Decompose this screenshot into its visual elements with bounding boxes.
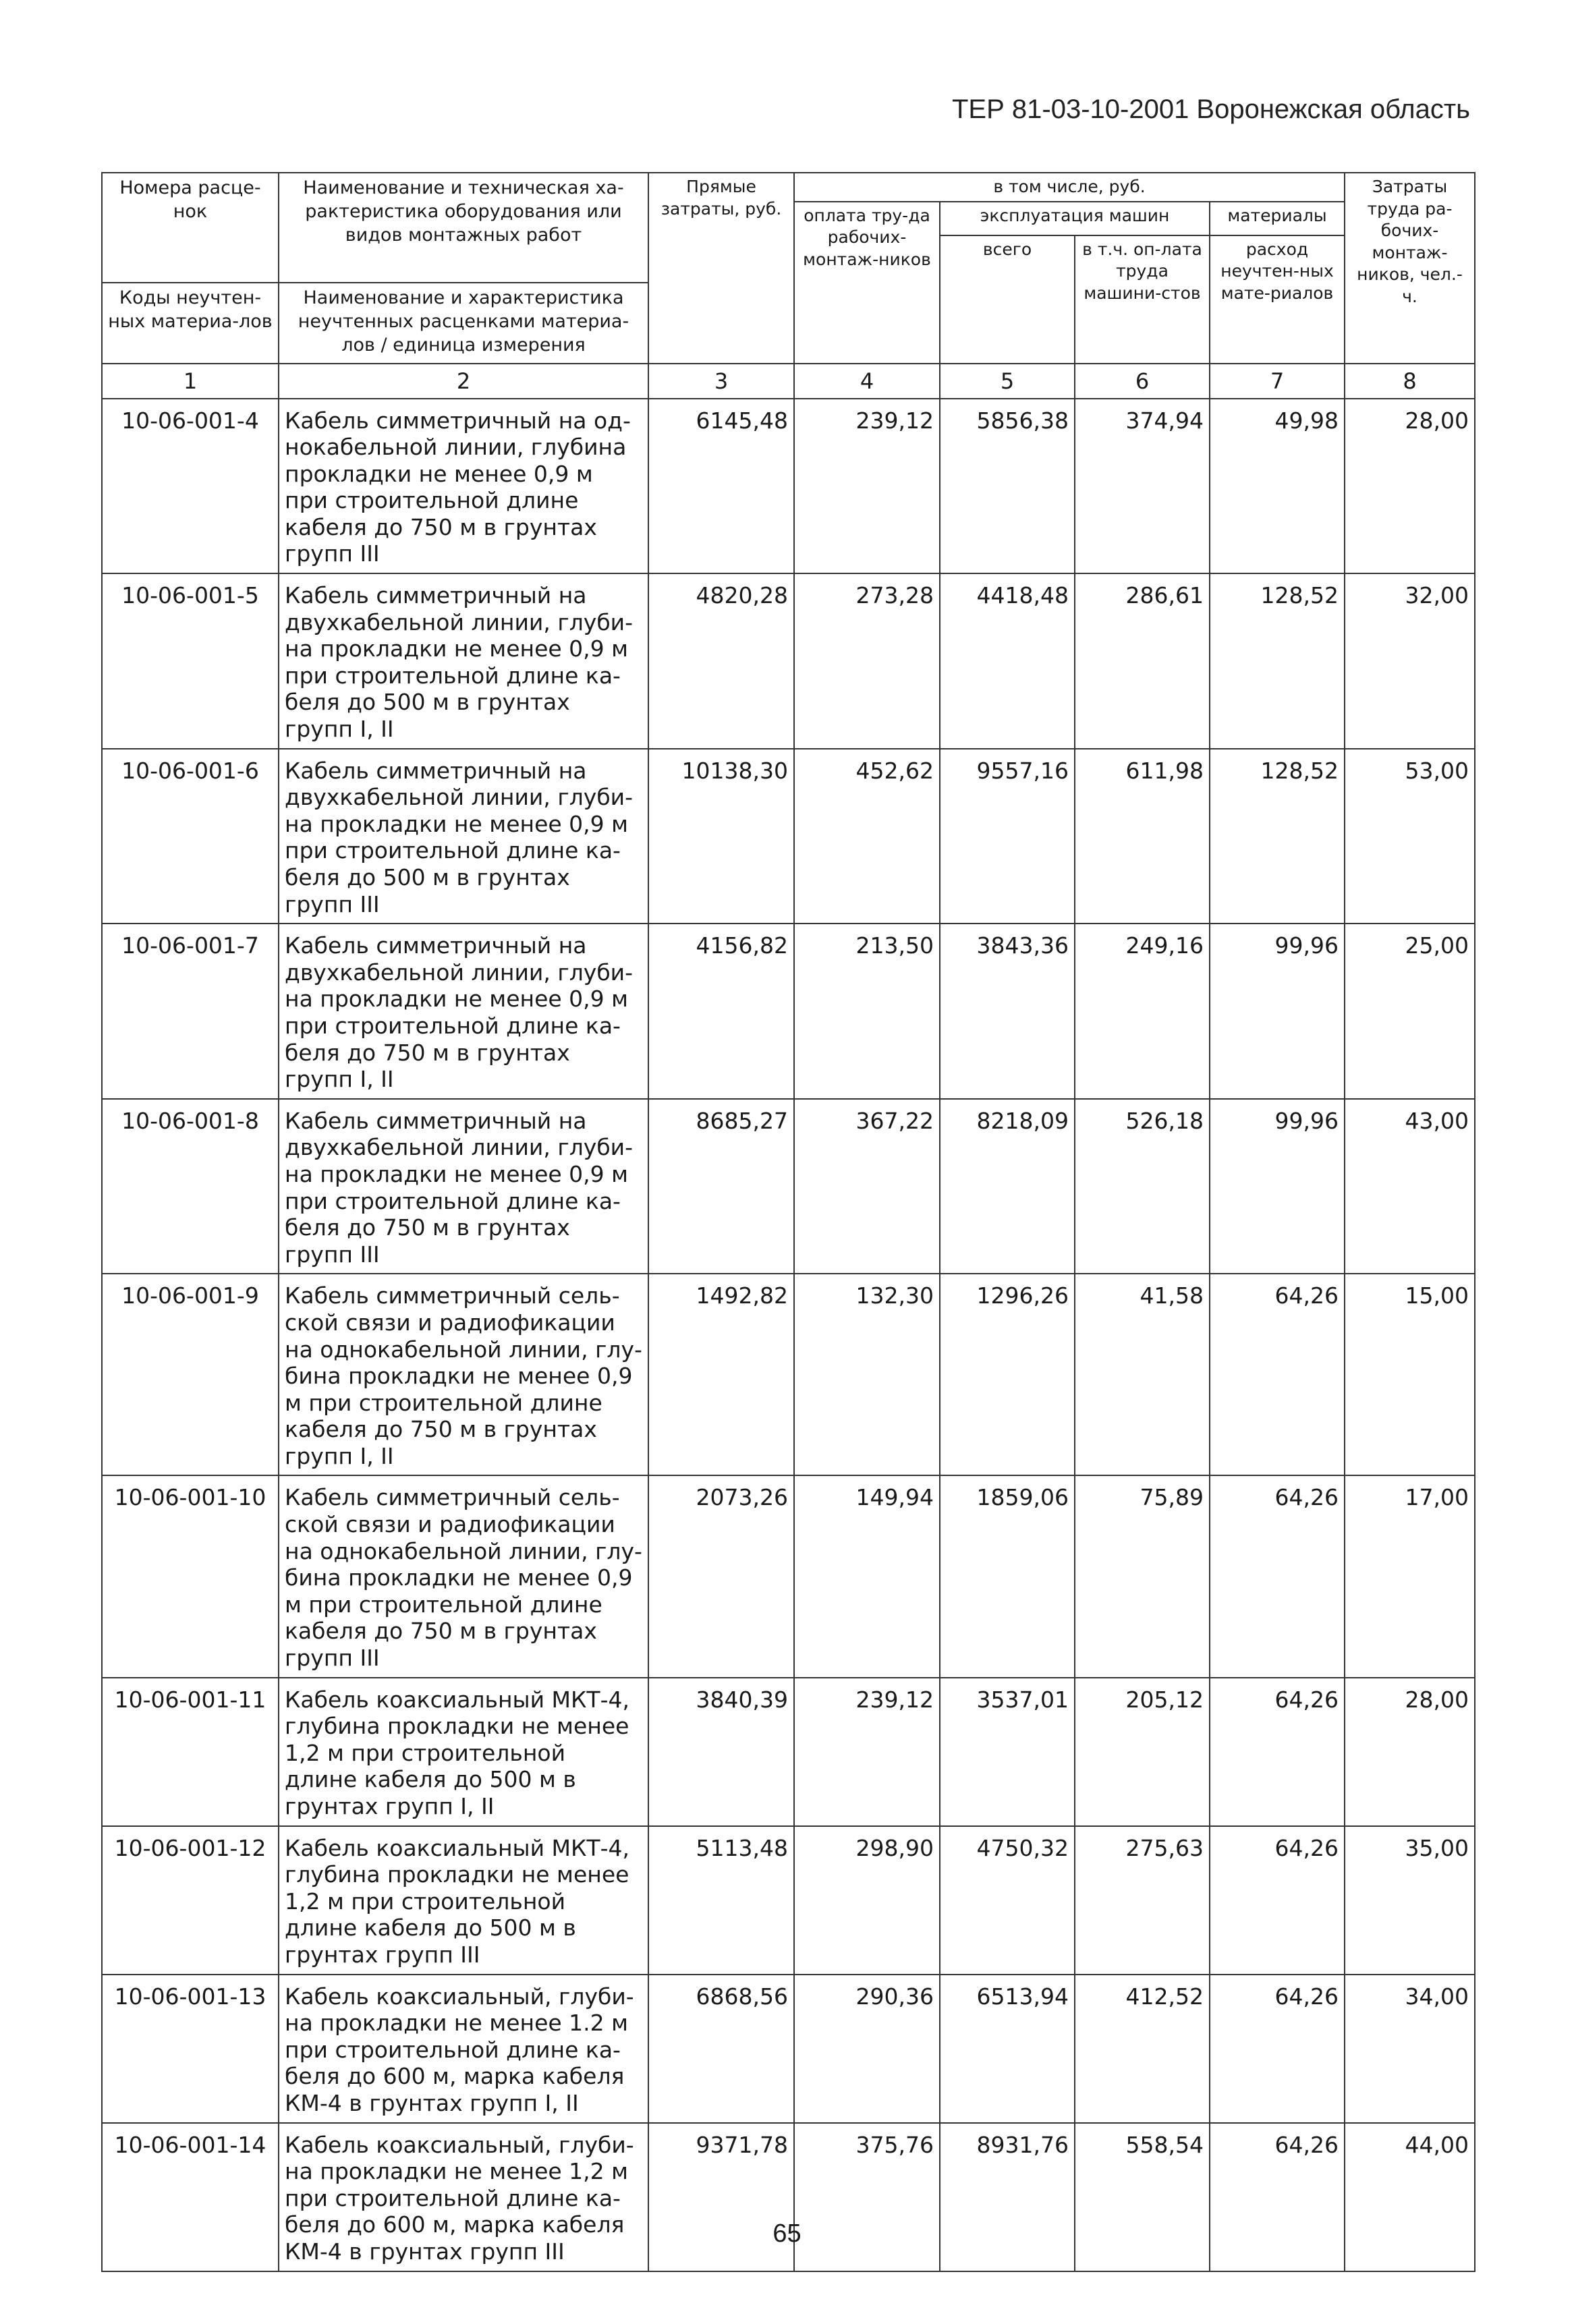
rate-description: Кабель симметричный на од-нокабельной линии, глубина прокладки не менее 0,9 м при строительной длине кабеля до 750 м в грунтах групп III: [279, 399, 648, 574]
labor-hours-cell: 34,00: [1345, 1975, 1475, 2123]
labor-hours-cell: 25,00: [1345, 924, 1475, 1099]
direct-costs-cell: 4820,28: [648, 573, 794, 749]
labor-hours-cell: 35,00: [1345, 1826, 1475, 1975]
rate-description: Кабель симметричный на двухкабельной линии, глуби-на прокладки не менее 0,9 м при строительной длине ка-беля до 500 м в грунтах групп I, II: [279, 573, 648, 749]
column-number: 6: [1075, 364, 1210, 399]
table-row: [102, 573, 1475, 749]
header-material-codes: Коды неучтен-ных материа-лов: [102, 283, 279, 364]
machinists-payment-cell: 412,52: [1075, 1975, 1210, 2123]
labor-payment-cell: 290,36: [794, 1975, 940, 2123]
header-labor-payment: оплата тру-да рабочих-монтаж-ников: [794, 202, 940, 364]
machines-total-cell: 8218,09: [940, 1099, 1075, 1274]
direct-costs-cell: 6868,56: [648, 1975, 794, 2123]
rate-description: Кабель симметричный на двухкабельной линии, глуби-на прокладки не менее 0,9 м при строительной длине ка-беля до 500 м в грунтах групп III: [279, 749, 648, 924]
materials-cell: 64,26: [1210, 1274, 1345, 1475]
table-row: [102, 1975, 1475, 2123]
page-header-title: ТЕР 81-03-10-2001 Воронежская область: [951, 94, 1470, 124]
materials-cell: 64,26: [1210, 2123, 1345, 2271]
machines-total-cell: 4750,32: [940, 1826, 1075, 1975]
rate-description: Кабель симметричный на двухкабельной линии, глуби-на прокладки не менее 0,9 м при строительной длине ка-беля до 750 м в грунтах групп III: [279, 1099, 648, 1274]
machines-total-cell: 8931,76: [940, 2123, 1075, 2271]
direct-costs-cell: 1492,82: [648, 1274, 794, 1475]
machines-total-cell: 1296,26: [940, 1274, 1075, 1475]
rates-table-container: [101, 172, 1474, 2272]
table-row: [102, 924, 1475, 1099]
materials-cell: 128,52: [1210, 573, 1345, 749]
machines-total-cell: 9557,16: [940, 749, 1075, 924]
table-row: [102, 1274, 1475, 1475]
column-number: 3: [648, 364, 794, 399]
header-labor-hours: Затраты труда ра-бочих-монтаж-ников, чел.-ч.: [1345, 173, 1475, 364]
labor-hours-cell: 53,00: [1345, 749, 1475, 924]
labor-payment-cell: 132,30: [794, 1274, 940, 1475]
materials-cell: 64,26: [1210, 1678, 1345, 1826]
table-body: [102, 399, 1475, 2271]
machinists-payment-cell: 75,89: [1075, 1475, 1210, 1677]
header-machinists-payment: в т.ч. оп-лата труда машини-стов: [1075, 235, 1210, 364]
rate-code: 10-06-001-8: [102, 1099, 279, 1274]
header-including-group: в том числе, руб.: [794, 173, 1345, 202]
rate-description: Кабель симметричный на двухкабельной линии, глуби-на прокладки не менее 0,9 м при строительной длине ка-беля до 750 м в грунтах групп I, II: [279, 924, 648, 1099]
header-materials-group: материалы: [1210, 202, 1345, 235]
labor-hours-cell: 43,00: [1345, 1099, 1475, 1274]
rate-description: Кабель симметричный сель-ской связи и радиофикации на однокабельной линии, глу-бина прокладки не менее 0,9 м при строительной длине кабеля до 750 м в грунтах групп I, II: [279, 1274, 648, 1475]
header-work-name: Наименование и техническая ха-рактеристика оборудования или видов монтажных работ: [279, 173, 648, 283]
column-number: 4: [794, 364, 940, 399]
direct-costs-cell: 2073,26: [648, 1475, 794, 1677]
machines-total-cell: 6513,94: [940, 1975, 1075, 2123]
machinists-payment-cell: 249,16: [1075, 924, 1210, 1099]
header-material-name: Наименование и характеристика неучтенных расценками материа-лов / единица измерения: [279, 283, 648, 364]
table-row: [102, 399, 1475, 574]
machines-total-cell: 3843,36: [940, 924, 1075, 1099]
rate-description: Кабель коаксиальный МКТ-4, глубина прокладки не менее 1,2 м при строительной длине кабеля до 500 м в грунтах групп I, II: [279, 1678, 648, 1826]
machinists-payment-cell: 205,12: [1075, 1678, 1210, 1826]
machinists-payment-cell: 611,98: [1075, 749, 1210, 924]
rate-code: 10-06-001-10: [102, 1475, 279, 1677]
rate-description: Кабель коаксиальный, глуби-на прокладки не менее 1.2 м при строительной длине ка-беля до 600 м, марка кабеля КМ-4 в грунтах групп I, II: [279, 1975, 648, 2123]
direct-costs-cell: 6145,48: [648, 399, 794, 574]
labor-payment-cell: 239,12: [794, 399, 940, 574]
column-number: 2: [279, 364, 648, 399]
materials-cell: 99,96: [1210, 1099, 1345, 1274]
machinists-payment-cell: 41,58: [1075, 1274, 1210, 1475]
rate-code: 10-06-001-7: [102, 924, 279, 1099]
header-rate-numbers: Номера расце-нок: [102, 173, 279, 283]
labor-hours-cell: 28,00: [1345, 1678, 1475, 1826]
machines-total-cell: 1859,06: [940, 1475, 1075, 1677]
header-unaccounted-materials: расход неучтен-ных мате-риалов: [1210, 235, 1345, 364]
table-row: [102, 1099, 1475, 1274]
labor-hours-cell: 44,00: [1345, 2123, 1475, 2271]
machines-total-cell: 5856,38: [940, 399, 1075, 574]
machinists-payment-cell: 275,63: [1075, 1826, 1210, 1975]
rate-code: 10-06-001-6: [102, 749, 279, 924]
labor-hours-cell: 15,00: [1345, 1274, 1475, 1475]
labor-payment-cell: 452,62: [794, 749, 940, 924]
table-row: [102, 749, 1475, 924]
column-number: 5: [940, 364, 1075, 399]
machines-total-cell: 3537,01: [940, 1678, 1075, 1826]
rate-code: 10-06-001-14: [102, 2123, 279, 2271]
table-row: [102, 1826, 1475, 1975]
rate-code: 10-06-001-9: [102, 1274, 279, 1475]
column-numbers-row: [102, 364, 1475, 399]
rate-code: 10-06-001-11: [102, 1678, 279, 1826]
header-machines-total: всего: [940, 235, 1075, 364]
labor-payment-cell: 375,76: [794, 2123, 940, 2271]
rate-code: 10-06-001-12: [102, 1826, 279, 1975]
column-number: 1: [102, 364, 279, 399]
labor-payment-cell: 149,94: [794, 1475, 940, 1677]
direct-costs-cell: 9371,78: [648, 2123, 794, 2271]
labor-payment-cell: 213,50: [794, 924, 940, 1099]
direct-costs-cell: 5113,48: [648, 1826, 794, 1975]
materials-cell: 64,26: [1210, 1475, 1345, 1677]
rate-code: 10-06-001-13: [102, 1975, 279, 2123]
machinists-payment-cell: 286,61: [1075, 573, 1210, 749]
column-number: 7: [1210, 364, 1345, 399]
rate-description: Кабель симметричный сель-ской связи и радиофикации на однокабельной линии, глу-бина прокладки не менее 0,9 м при строительной длине кабеля до 750 м в грунтах групп III: [279, 1475, 648, 1677]
header-direct-costs: Прямые затраты, руб.: [648, 173, 794, 364]
rates-table: [101, 172, 1475, 2272]
machinists-payment-cell: 558,54: [1075, 2123, 1210, 2271]
machines-total-cell: 4418,48: [940, 573, 1075, 749]
labor-payment-cell: 273,28: [794, 573, 940, 749]
direct-costs-cell: 8685,27: [648, 1099, 794, 1274]
rate-description: Кабель коаксиальный МКТ-4, глубина прокладки не менее 1,2 м при строительной длине кабеля до 500 м в грунтах групп III: [279, 1826, 648, 1975]
table-header: [102, 173, 1475, 399]
materials-cell: 64,26: [1210, 1975, 1345, 2123]
labor-payment-cell: 239,12: [794, 1678, 940, 1826]
rate-description: Кабель коаксиальный, глуби-на прокладки не менее 1,2 м при строительной длине ка-беля до 600 м, марка кабеля КМ-4 в грунтах групп III: [279, 2123, 648, 2271]
labor-payment-cell: 367,22: [794, 1099, 940, 1274]
direct-costs-cell: 10138,30: [648, 749, 794, 924]
materials-cell: 64,26: [1210, 1826, 1345, 1975]
machinists-payment-cell: 526,18: [1075, 1099, 1210, 1274]
column-number: 8: [1345, 364, 1475, 399]
direct-costs-cell: 4156,82: [648, 924, 794, 1099]
labor-hours-cell: 17,00: [1345, 1475, 1475, 1677]
direct-costs-cell: 3840,39: [648, 1678, 794, 1826]
machinists-payment-cell: 374,94: [1075, 399, 1210, 574]
materials-cell: 99,96: [1210, 924, 1345, 1099]
rate-code: 10-06-001-4: [102, 399, 279, 574]
labor-hours-cell: 32,00: [1345, 573, 1475, 749]
rate-code: 10-06-001-5: [102, 573, 279, 749]
table-row: [102, 1475, 1475, 1677]
materials-cell: 128,52: [1210, 749, 1345, 924]
page-number: 65: [772, 2219, 802, 2248]
table-row: [102, 1678, 1475, 1826]
materials-cell: 49,98: [1210, 399, 1345, 574]
header-machines-group: эксплуатация машин: [940, 202, 1210, 235]
table-row: [102, 2123, 1475, 2271]
labor-hours-cell: 28,00: [1345, 399, 1475, 574]
labor-payment-cell: 298,90: [794, 1826, 940, 1975]
